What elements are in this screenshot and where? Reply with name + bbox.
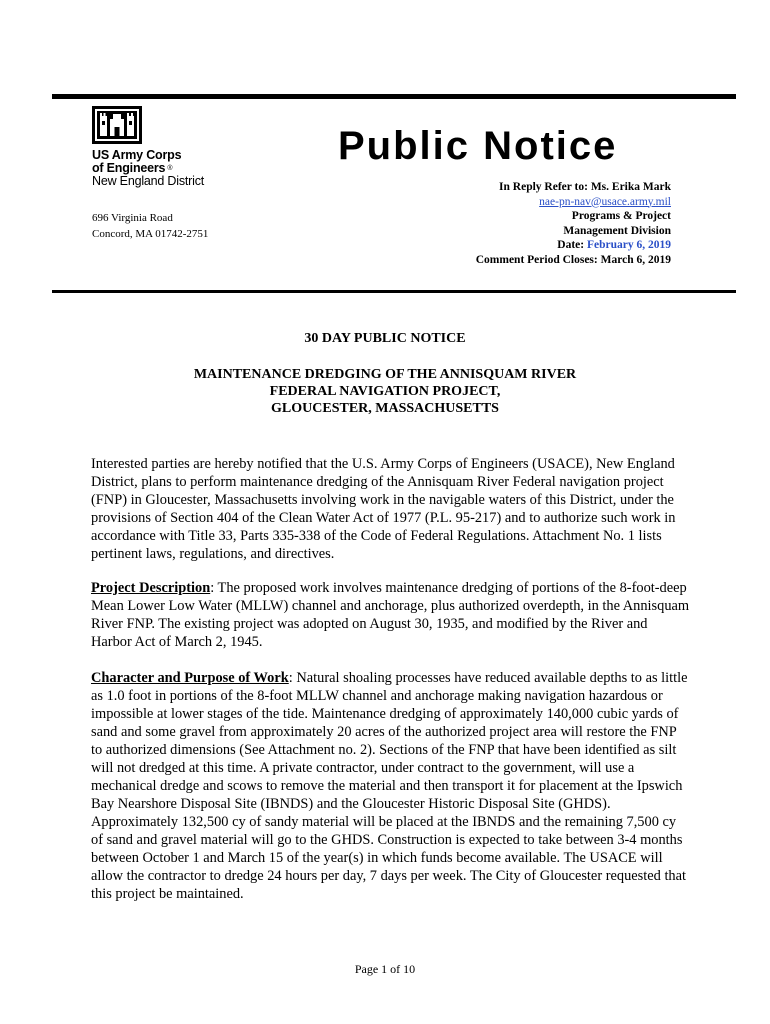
title-line-1: MAINTENANCE DREDGING OF THE ANNISQUAM RIVER — [193, 367, 577, 382]
office-address — [92, 210, 208, 242]
character-purpose-paragraph — [91, 669, 691, 903]
reply-email-link[interactable]: nae-pn-nav@usace.army.mil — [539, 195, 671, 208]
notice-type-heading: 30 DAY PUBLIC NOTICE — [304, 331, 466, 346]
character-purpose-text: : Natural shoaling processes have reduced available depths to as little as 1.0 foot in portions of the 8-foot MLLW channel and anchorage making navigation hazardous or impossible at lower stages of the tide. Maintenance dredging of approximately 140,000 cubic yards of sand and some gravel from approximately 20 acres of the authorized project area will restore the FNP to authorized dimensions (See Attachment no. 2). Sections of the FNP that have been identified as silt will not dredged at this time. A private contractor, under contract to the government, will use a mechanical dredge and scows to remove the material and then transport it for placement at the Ipswich Bay Nearshore Disposal Site (IBNDS) and the Gloucester Historic Disposal Site (GHDS). Approximately 132,500 cy of sandy material will be placed at the IBNDS and the remaining 7,500 cy of sand and gravel material will go to the GHDS. Construction is expected to take between 3-4 months between October 1 and March 15 of the year(s) in which funds become available. The USACE will allow the contractor to dredge 24 hours per day, 7 days per week. The City of Gloucester requested that this project be maintained. — [91, 670, 688, 902]
organization-name — [92, 149, 204, 188]
castle-logo-icon — [92, 106, 142, 144]
registered-mark: ® — [167, 165, 173, 173]
title-line-3: GLOUCESTER, MASSACHUSETTS — [271, 401, 499, 416]
project-description-label: Project Description — [91, 580, 211, 596]
reply-block — [476, 180, 671, 267]
project-description-paragraph — [91, 579, 691, 651]
reply-division-2: Management Division — [563, 224, 671, 237]
notice-date: Date: February 6, 2019 — [557, 239, 671, 251]
header-bottom-rule — [52, 290, 736, 293]
org-line-3: New England District — [92, 174, 205, 189]
intro-paragraph: Interested parties are hereby notified that the U.S. Army Corps of Engineers (USACE), New England District, plans to perform maintenance dredging of the Annisquam River Federal navigation project (FNP) in Gloucester, Massachusetts involving work in the navigable waters of this District, under the provisions of Section 404 of the Clean Water Act of 1977 (P.L. 95-217) and to authorize such work in accordance with Title 33, Parts 335-338 of the Code of Federal Regulations. Attachment No. 1 lists pertinent laws, regulations, and directives. — [91, 456, 676, 562]
address-line-2: Concord, MA 01742-2751 — [92, 228, 209, 240]
org-line-1: US Army Corps — [92, 148, 182, 162]
public-notice-title: Public Notice — [338, 124, 618, 168]
project-description-text: : The proposed work involves maintenance dredging of portions of the 8-foot-deep Mean Lower Low Water (MLLW) channel and anchorage, plus authorized overdepth, in the Annisquam River FNP. The existing project was adopted on August 30, 1935, and modified by the River and Harbor Act of March 2, 1945. — [91, 580, 690, 650]
character-purpose-label: Character and Purpose of Work — [91, 670, 289, 686]
project-title-heading — [0, 366, 770, 417]
reply-division-1: Programs & Project — [571, 210, 671, 222]
org-line-2: of Engineers ® — [92, 161, 173, 175]
reply-refer: In Reply Refer to: Ms. Erika Mark — [499, 181, 671, 193]
address-line-1: 696 Virginia Road — [92, 212, 173, 224]
page-number: Page 1 of 10 — [354, 962, 416, 976]
comment-period-close: Comment Period Closes: March 6, 2019 — [475, 253, 671, 266]
title-line-2: FEDERAL NAVIGATION PROJECT, — [269, 384, 501, 399]
notice-date-value: February 6, 2019 — [586, 239, 671, 251]
header-top-rule — [52, 94, 736, 99]
